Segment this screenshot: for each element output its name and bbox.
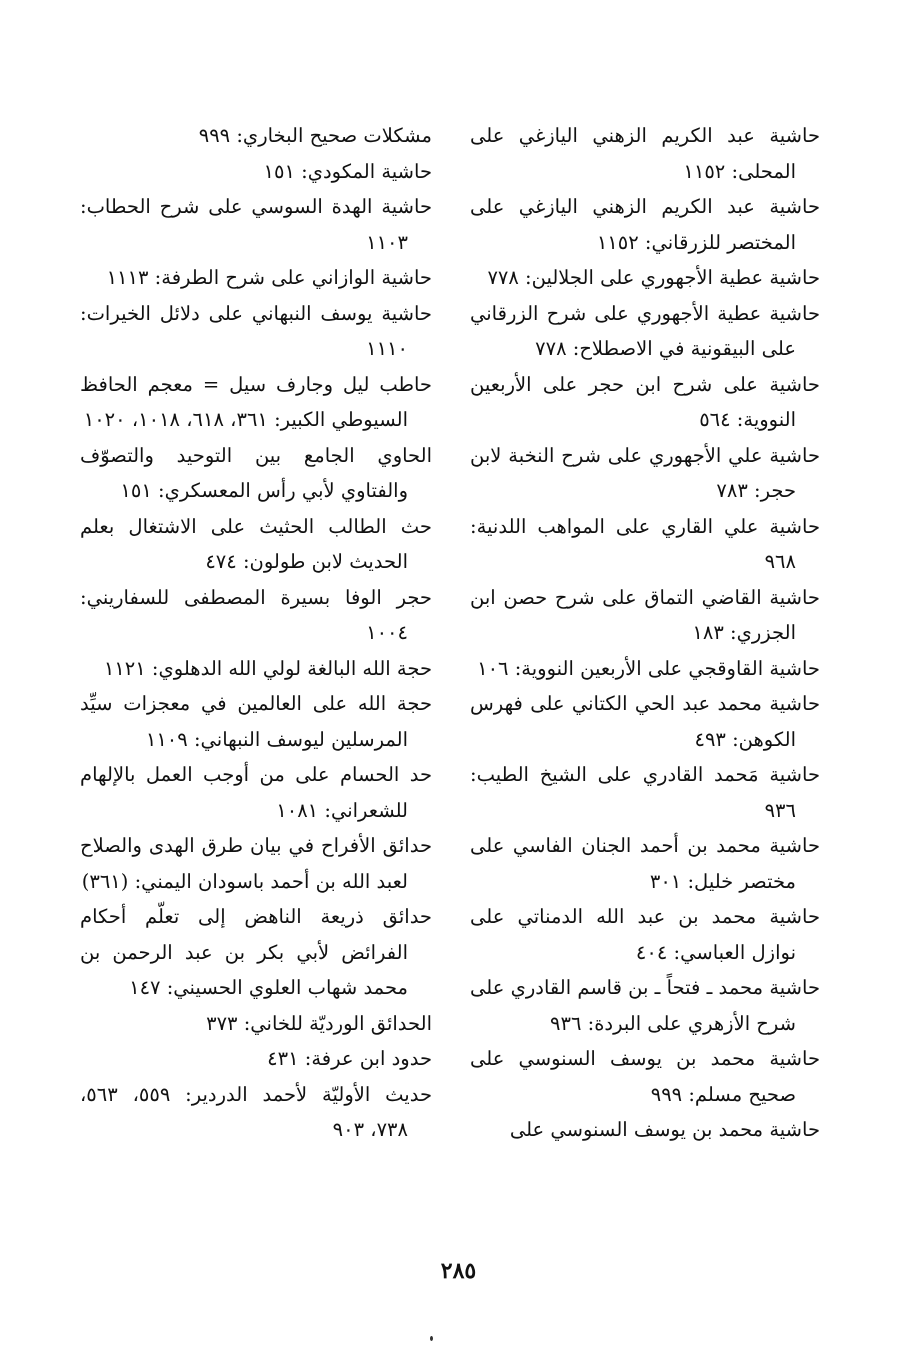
index-entry: حجة الله البالغة لولي الله الدهلوي: ١١٢١ xyxy=(103,656,432,680)
index-entry: حاشية عبد الكريم الزهني اليازغي على المختصر للزرقاني: ١١٥٢ xyxy=(470,195,820,254)
index-entry: الحدائق الورديّة للخاني: ٣٧٣ xyxy=(206,1011,432,1035)
index-entry: حجر الوفا بسيرة المصطفى للسفاريني: ١٠٠٤ xyxy=(80,585,432,644)
index-column-left xyxy=(80,118,432,1148)
index-entry: حاشية القاوقجي على الأربعين النووية: ١٠٦ xyxy=(477,656,820,680)
index-entry: حاطب ليل وجارف سيل = معجم الحافظ السيوطي الكبير: ٣٦١، ٦١٨، ١٠١٨، ١٠٢٠ xyxy=(80,372,432,431)
index-entry: حاشية علي الأجهوري على شرح النخبة لابن حجر: ٧٨٣ xyxy=(470,443,820,502)
page-number: ٢٨٥ xyxy=(440,1258,477,1284)
index-entry: حاشية مَحمد القادري على الشيخ الطيب: ٩٣٦ xyxy=(470,763,820,822)
index-entry: حدائق الأفراح في بيان طرق الهدى والصلاح لعبد الله بن أحمد باسودان اليمني: (٣٦١) xyxy=(80,834,432,893)
index-entry: حاشية محمد عبد الحي الكتاني على فهرس الكوهن: ٤٩٣ xyxy=(470,692,820,751)
index-entry: حد الحسام على من أوجب العمل بالإلهام للشعراني: ١٠٨١ xyxy=(80,763,432,822)
index-entry: حجة الله على العالمين في معجزات سيِّد المرسلين ليوسف النبهاني: ١١٠٩ xyxy=(80,692,432,751)
index-entry: حاشية الوازاني على شرح الطرفة: ١١١٣ xyxy=(106,266,432,289)
index-entry: حدائق ذريعة الناهض إلى تعلّم أحكام الفرائض لأبي بكر بن عبد الرحمن بن محمد شهاب العلوي الحسيني: ١٤٧ xyxy=(80,905,432,999)
index-entry: حديث الأوليّة لأحمد الدردير: ٥٥٩، ٥٦٣، ٧٣٨، ٩٠٣ xyxy=(80,1082,433,1141)
index-entry: حاشية القاضي التماق على شرح حصن ابن الجزري: ١٨٣ xyxy=(470,585,820,644)
index-entry: حاشية محمد بن عبد الله الدمناتي على نوازل العباسي: ٤٠٤ xyxy=(470,905,820,964)
index-entry: حاشية عطية الأجهوري على شرح الزرقاني على البيقونية في الاصطلاح: ٧٧٨ xyxy=(470,301,820,360)
index-entry: مشكلات صحيح البخاري: ٩٩٩ xyxy=(198,124,432,147)
index-entry: حث الطالب الحثيث على الاشتغال بعلم الحديث لابن طولون: ٤٧٤ xyxy=(80,514,432,573)
index-entry: حدود ابن عرفة: ٤٣١ xyxy=(267,1047,432,1070)
index-entry: الحاوي الجامع بين التوحيد والتصوّف والفتاوي لأبي رأس المعسكري: ١٥١ xyxy=(80,443,432,502)
index-entry: حاشية محمد بن يوسف السنوسي على صحيح مسلم: ٩٩٩ xyxy=(470,1047,820,1106)
scan-speck xyxy=(430,1336,433,1341)
index-entry: حاشية عبد الكريم الزهني اليازغي على المحلى: ١١٥٢ xyxy=(470,124,820,183)
index-entry: حاشية عطية الأجهوري على الجلالين: ٧٧٨ xyxy=(487,266,820,289)
index-entry: حاشية علي القاري على المواهب اللدنية: ٩٦٨ xyxy=(470,514,820,573)
index-entry: حاشية الهدة السوسي على شرح الحطاب: ١١٠٣ xyxy=(80,195,432,254)
index-entry: حاشية المكودي: ١٥١ xyxy=(263,159,432,183)
index-column-right xyxy=(470,118,820,1148)
index-entry: حاشية يوسف النبهاني على دلائل الخيرات: ١١١٠ xyxy=(80,301,432,360)
index-entry: حاشية محمد ـ فتحاً ـ بن قاسم القادري على شرح الأزهري على البردة: ٩٣٦ xyxy=(470,976,820,1035)
index-entry: حاشية على شرح ابن حجر على الأربعين النووية: ٥٦٤ xyxy=(470,372,820,431)
index-entry: حاشية محمد بن يوسف السنوسي على xyxy=(509,1118,820,1141)
index-entry: حاشية محمد بن أحمد الجنان الفاسي على مختصر خليل: ٣٠١ xyxy=(470,834,820,893)
